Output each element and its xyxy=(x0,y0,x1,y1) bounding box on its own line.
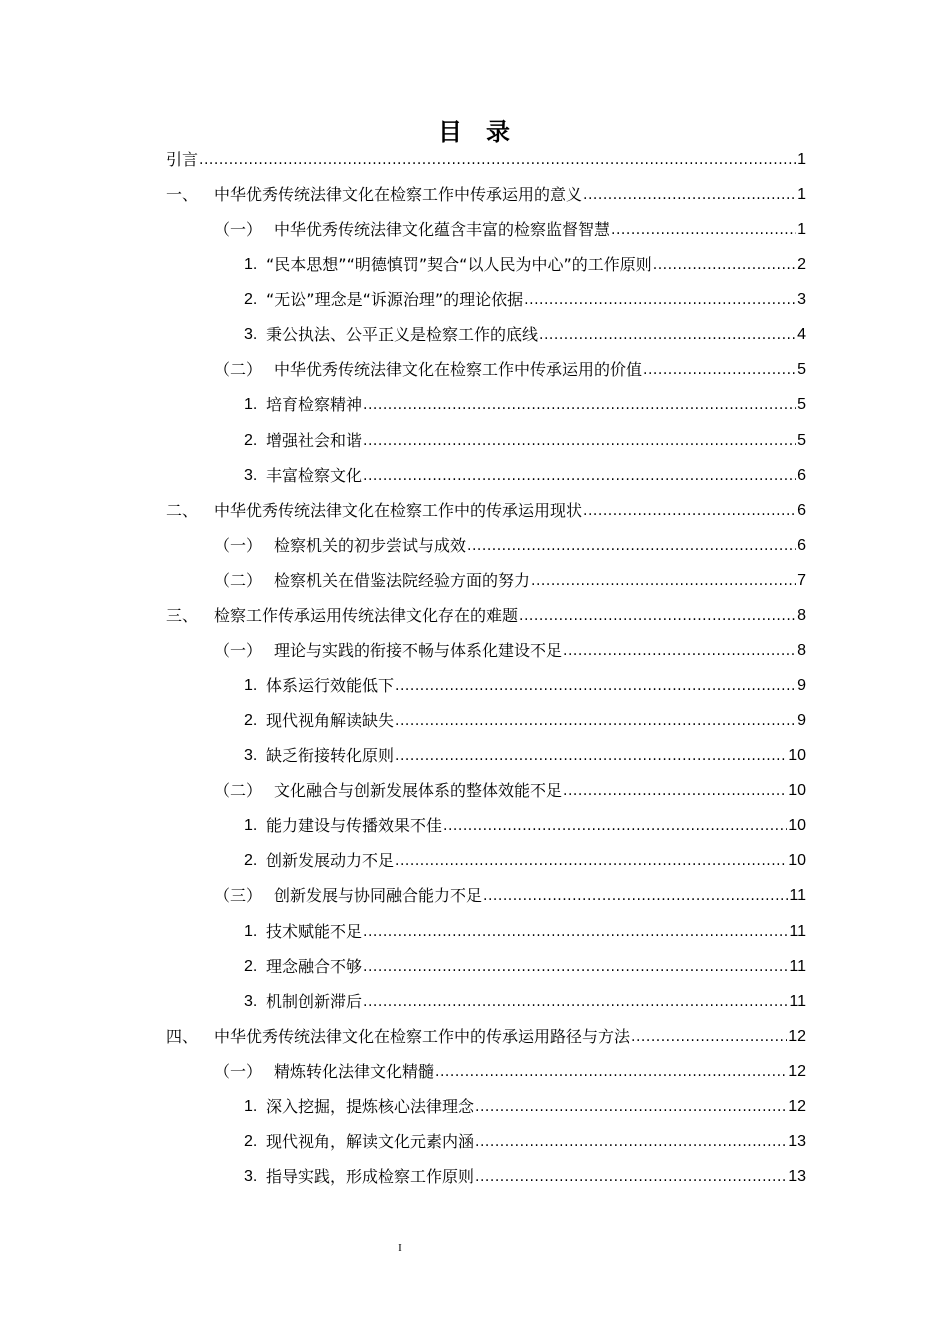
toc-entry[interactable] xyxy=(166,1023,806,1047)
toc-entry[interactable] xyxy=(244,742,806,766)
toc-dot-leader xyxy=(583,185,796,205)
toc-entry-page: 10 xyxy=(788,817,806,835)
toc-entry-label: 深入挖掘，提炼核心法律理念 xyxy=(266,1096,475,1116)
toc-entry[interactable] xyxy=(214,532,806,556)
toc-entry-number: （三） xyxy=(214,886,263,906)
toc-entry-label: 现代视角，解读文化元素内涵 xyxy=(266,1131,475,1151)
toc-entry[interactable] xyxy=(244,427,806,451)
toc-entry-number: 1. xyxy=(244,1097,258,1115)
toc-entry-label: 精炼转化法律文化精髓 xyxy=(274,1061,435,1081)
toc-entry-number: 1. xyxy=(244,817,258,835)
toc-entry[interactable] xyxy=(214,777,806,801)
toc-entry-page: 1 xyxy=(797,151,806,168)
toc-entry[interactable] xyxy=(244,1163,806,1187)
toc-entry[interactable] xyxy=(166,497,806,521)
toc-entry-number: 2. xyxy=(244,957,258,975)
toc-entry-label: 缺乏衔接转化原则 xyxy=(266,746,395,766)
toc-entry-page: 12 xyxy=(788,1027,806,1045)
toc-entry[interactable] xyxy=(244,672,806,696)
toc-entry-page: 4 xyxy=(797,326,806,344)
toc-entry[interactable] xyxy=(244,462,806,486)
toc-dot-leader xyxy=(395,746,787,766)
toc-entry-page: 5 xyxy=(797,361,806,379)
toc-dot-leader xyxy=(363,957,788,977)
toc-entry-number: （一） xyxy=(214,535,263,555)
toc-entry-label: 体系运行效能低下 xyxy=(266,676,395,696)
toc-entry-page: 9 xyxy=(797,677,806,695)
toc-title xyxy=(0,112,950,147)
toc-entry-page: 1 xyxy=(797,186,806,204)
toc-dot-leader xyxy=(467,536,796,556)
toc-entry-page: 5 xyxy=(797,396,806,414)
toc-entry-number: 1. xyxy=(244,396,258,414)
toc-entry-number: （一） xyxy=(214,640,263,660)
toc-dot-leader xyxy=(199,150,796,170)
toc-dot-leader xyxy=(363,395,796,415)
toc-entry-page: 11 xyxy=(789,992,806,1010)
toc-dot-leader xyxy=(395,676,796,696)
toc-entry[interactable] xyxy=(244,847,806,871)
toc-entry-number: 1. xyxy=(244,922,258,940)
toc-entry-page: 6 xyxy=(797,501,806,519)
toc-entry-number: 3. xyxy=(244,992,258,1010)
page-footer-number: I xyxy=(398,1242,402,1254)
toc-entry-label: “无讼”理念是“诉源治理”的理论依据 xyxy=(266,290,524,310)
toc-dot-leader xyxy=(395,711,796,731)
toc-entry[interactable] xyxy=(244,321,806,345)
toc-entry-label: “民本思想”“明德慎罚”契合“以人民为中心”的工作原则 xyxy=(266,255,652,275)
toc-dot-leader xyxy=(653,255,796,275)
toc-entry-page: 13 xyxy=(788,1132,806,1150)
toc-title-char-2: 录 xyxy=(486,118,512,146)
toc-entry[interactable] xyxy=(214,567,806,591)
toc-dot-leader xyxy=(563,641,796,661)
toc-entry-label: 文化融合与创新发展体系的整体效能不足 xyxy=(274,781,563,801)
toc-entry[interactable] xyxy=(214,637,806,661)
toc-dot-leader xyxy=(363,992,788,1012)
toc-entry-label: 现代视角解读缺失 xyxy=(266,711,395,731)
toc-entry[interactable] xyxy=(214,216,806,240)
toc-entry-page: 7 xyxy=(797,571,806,589)
toc-entry-label: 技术赋能不足 xyxy=(266,921,363,941)
toc-entry-number: （二） xyxy=(214,360,263,380)
toc-entry-number: 三、 xyxy=(166,605,199,625)
toc-entry-number: 3. xyxy=(244,1168,258,1186)
toc-entry[interactable] xyxy=(244,812,806,836)
toc-dot-leader xyxy=(539,325,796,345)
toc-entry[interactable] xyxy=(244,286,806,310)
toc-dot-leader xyxy=(475,1167,787,1187)
toc-entry[interactable] xyxy=(244,1093,806,1117)
toc-dot-leader xyxy=(611,220,796,240)
toc-dot-leader xyxy=(435,1062,787,1082)
toc-entry-number: 一、 xyxy=(166,185,199,205)
toc-entry-label: 能力建设与传播效果不佳 xyxy=(266,816,443,836)
toc-dot-leader xyxy=(524,290,796,310)
toc-entry-page: 10 xyxy=(788,747,806,765)
toc-entry-label: 检察机关的初步尝试与成效 xyxy=(274,535,467,555)
toc-dot-leader xyxy=(583,501,796,521)
toc-dot-leader xyxy=(363,431,796,451)
toc-entry-page: 8 xyxy=(797,641,806,659)
toc-dot-leader xyxy=(395,851,787,871)
toc-entry-page: 5 xyxy=(797,431,806,449)
toc-dot-leader xyxy=(363,466,796,486)
toc-entry-label: 中华优秀传统法律文化在检察工作中传承运用的意义 xyxy=(214,185,583,205)
toc-entry-number: （一） xyxy=(214,220,263,240)
toc-entry-label: 引言 xyxy=(166,150,199,169)
toc-entry-page: 1 xyxy=(797,221,806,239)
toc-entry-label: 中华优秀传统法律文化蕴含丰富的检察监督智慧 xyxy=(274,220,611,240)
toc-entry-label: 检察工作传承运用传统法律文化存在的难题 xyxy=(214,605,519,625)
toc-dot-leader xyxy=(483,886,788,906)
toc-entry-page: 13 xyxy=(788,1168,806,1186)
toc-entry-number: 2. xyxy=(244,291,258,309)
toc-entry-page: 8 xyxy=(797,606,806,624)
toc-dot-leader xyxy=(475,1132,787,1152)
toc-entry[interactable] xyxy=(244,953,806,977)
toc-entry-number: （一） xyxy=(214,1061,263,1081)
toc-entry-label: 中华优秀传统法律文化在检察工作中传承运用的价值 xyxy=(274,360,643,380)
toc-dot-leader xyxy=(631,1027,787,1047)
toc-dot-leader xyxy=(643,360,796,380)
toc-entry-page: 11 xyxy=(789,887,806,905)
toc-entry-page: 2 xyxy=(797,256,806,274)
toc-entry-page: 3 xyxy=(797,291,806,309)
toc-entry-number: 2. xyxy=(244,1132,258,1150)
toc-entry-label: 创新发展与协同融合能力不足 xyxy=(274,886,483,906)
toc-entry-label: 理论与实践的衔接不畅与体系化建设不足 xyxy=(274,640,563,660)
toc-entry-number: 四、 xyxy=(166,1026,199,1046)
toc-entry[interactable] xyxy=(244,707,806,731)
toc-entry-label: 创新发展动力不足 xyxy=(266,851,395,871)
toc-entry-label: 中华优秀传统法律文化在检察工作中的传承运用路径与方法 xyxy=(214,1026,631,1046)
toc-entry-page: 11 xyxy=(789,922,806,940)
toc-entry[interactable] xyxy=(244,391,806,415)
toc-entry[interactable] xyxy=(244,251,806,275)
toc-entry-number: （二） xyxy=(214,570,263,590)
toc-entry-label: 指导实践，形成检察工作原则 xyxy=(266,1167,475,1187)
toc-entry[interactable] xyxy=(214,1058,806,1082)
toc-dot-leader xyxy=(563,781,787,801)
toc-entry-page: 6 xyxy=(797,536,806,554)
toc-entry-number: 2. xyxy=(244,712,258,730)
toc-entry-label: 中华优秀传统法律文化在检察工作中的传承运用现状 xyxy=(214,500,583,520)
toc-entry-label: 培育检察精神 xyxy=(266,395,363,415)
toc-entry-label: 理念融合不够 xyxy=(266,956,363,976)
toc-entry-label: 机制创新滞后 xyxy=(266,991,363,1011)
toc-entry-number: 3. xyxy=(244,466,258,484)
toc-entry-page: 10 xyxy=(788,782,806,800)
toc-dot-leader xyxy=(519,606,796,626)
toc-title-char-1: 目 xyxy=(438,118,464,146)
toc-entry-page: 6 xyxy=(797,466,806,484)
toc-entry-label: 增强社会和谐 xyxy=(266,430,363,450)
toc-entry-number: 2. xyxy=(244,431,258,449)
toc-entry-number: 1. xyxy=(244,677,258,695)
toc-entry[interactable] xyxy=(214,882,806,906)
toc-entry[interactable] xyxy=(166,181,806,205)
toc-entry-label: 丰富检察文化 xyxy=(266,465,363,485)
toc-entry[interactable] xyxy=(166,146,806,170)
toc-entry-number: 二、 xyxy=(166,500,199,520)
toc-entry-number: 2. xyxy=(244,852,258,870)
toc-dot-leader xyxy=(475,1097,787,1117)
toc-dot-leader xyxy=(531,571,796,591)
toc-entry[interactable] xyxy=(166,602,806,626)
toc-entry-number: （二） xyxy=(214,781,263,801)
toc-entry-number: 3. xyxy=(244,747,258,765)
toc-entry-page: 12 xyxy=(788,1062,806,1080)
toc-entry-label: 秉公执法、公平正义是检察工作的底线 xyxy=(266,325,539,345)
toc-entry-page: 12 xyxy=(788,1097,806,1115)
toc-entry[interactable] xyxy=(244,988,806,1012)
toc-dot-leader xyxy=(443,816,787,836)
toc-entry[interactable] xyxy=(244,918,806,942)
toc-entry[interactable] xyxy=(244,1128,806,1152)
toc-entry-number: 1. xyxy=(244,256,258,274)
toc-entry-page: 10 xyxy=(788,852,806,870)
toc-entry-number: 3. xyxy=(244,326,258,344)
toc-entry-page: 9 xyxy=(797,712,806,730)
toc-entry[interactable] xyxy=(214,356,806,380)
toc-dot-leader xyxy=(363,922,788,942)
toc-entry-label: 检察机关在借鉴法院经验方面的努力 xyxy=(274,570,531,590)
toc-entry-page: 11 xyxy=(789,957,806,975)
